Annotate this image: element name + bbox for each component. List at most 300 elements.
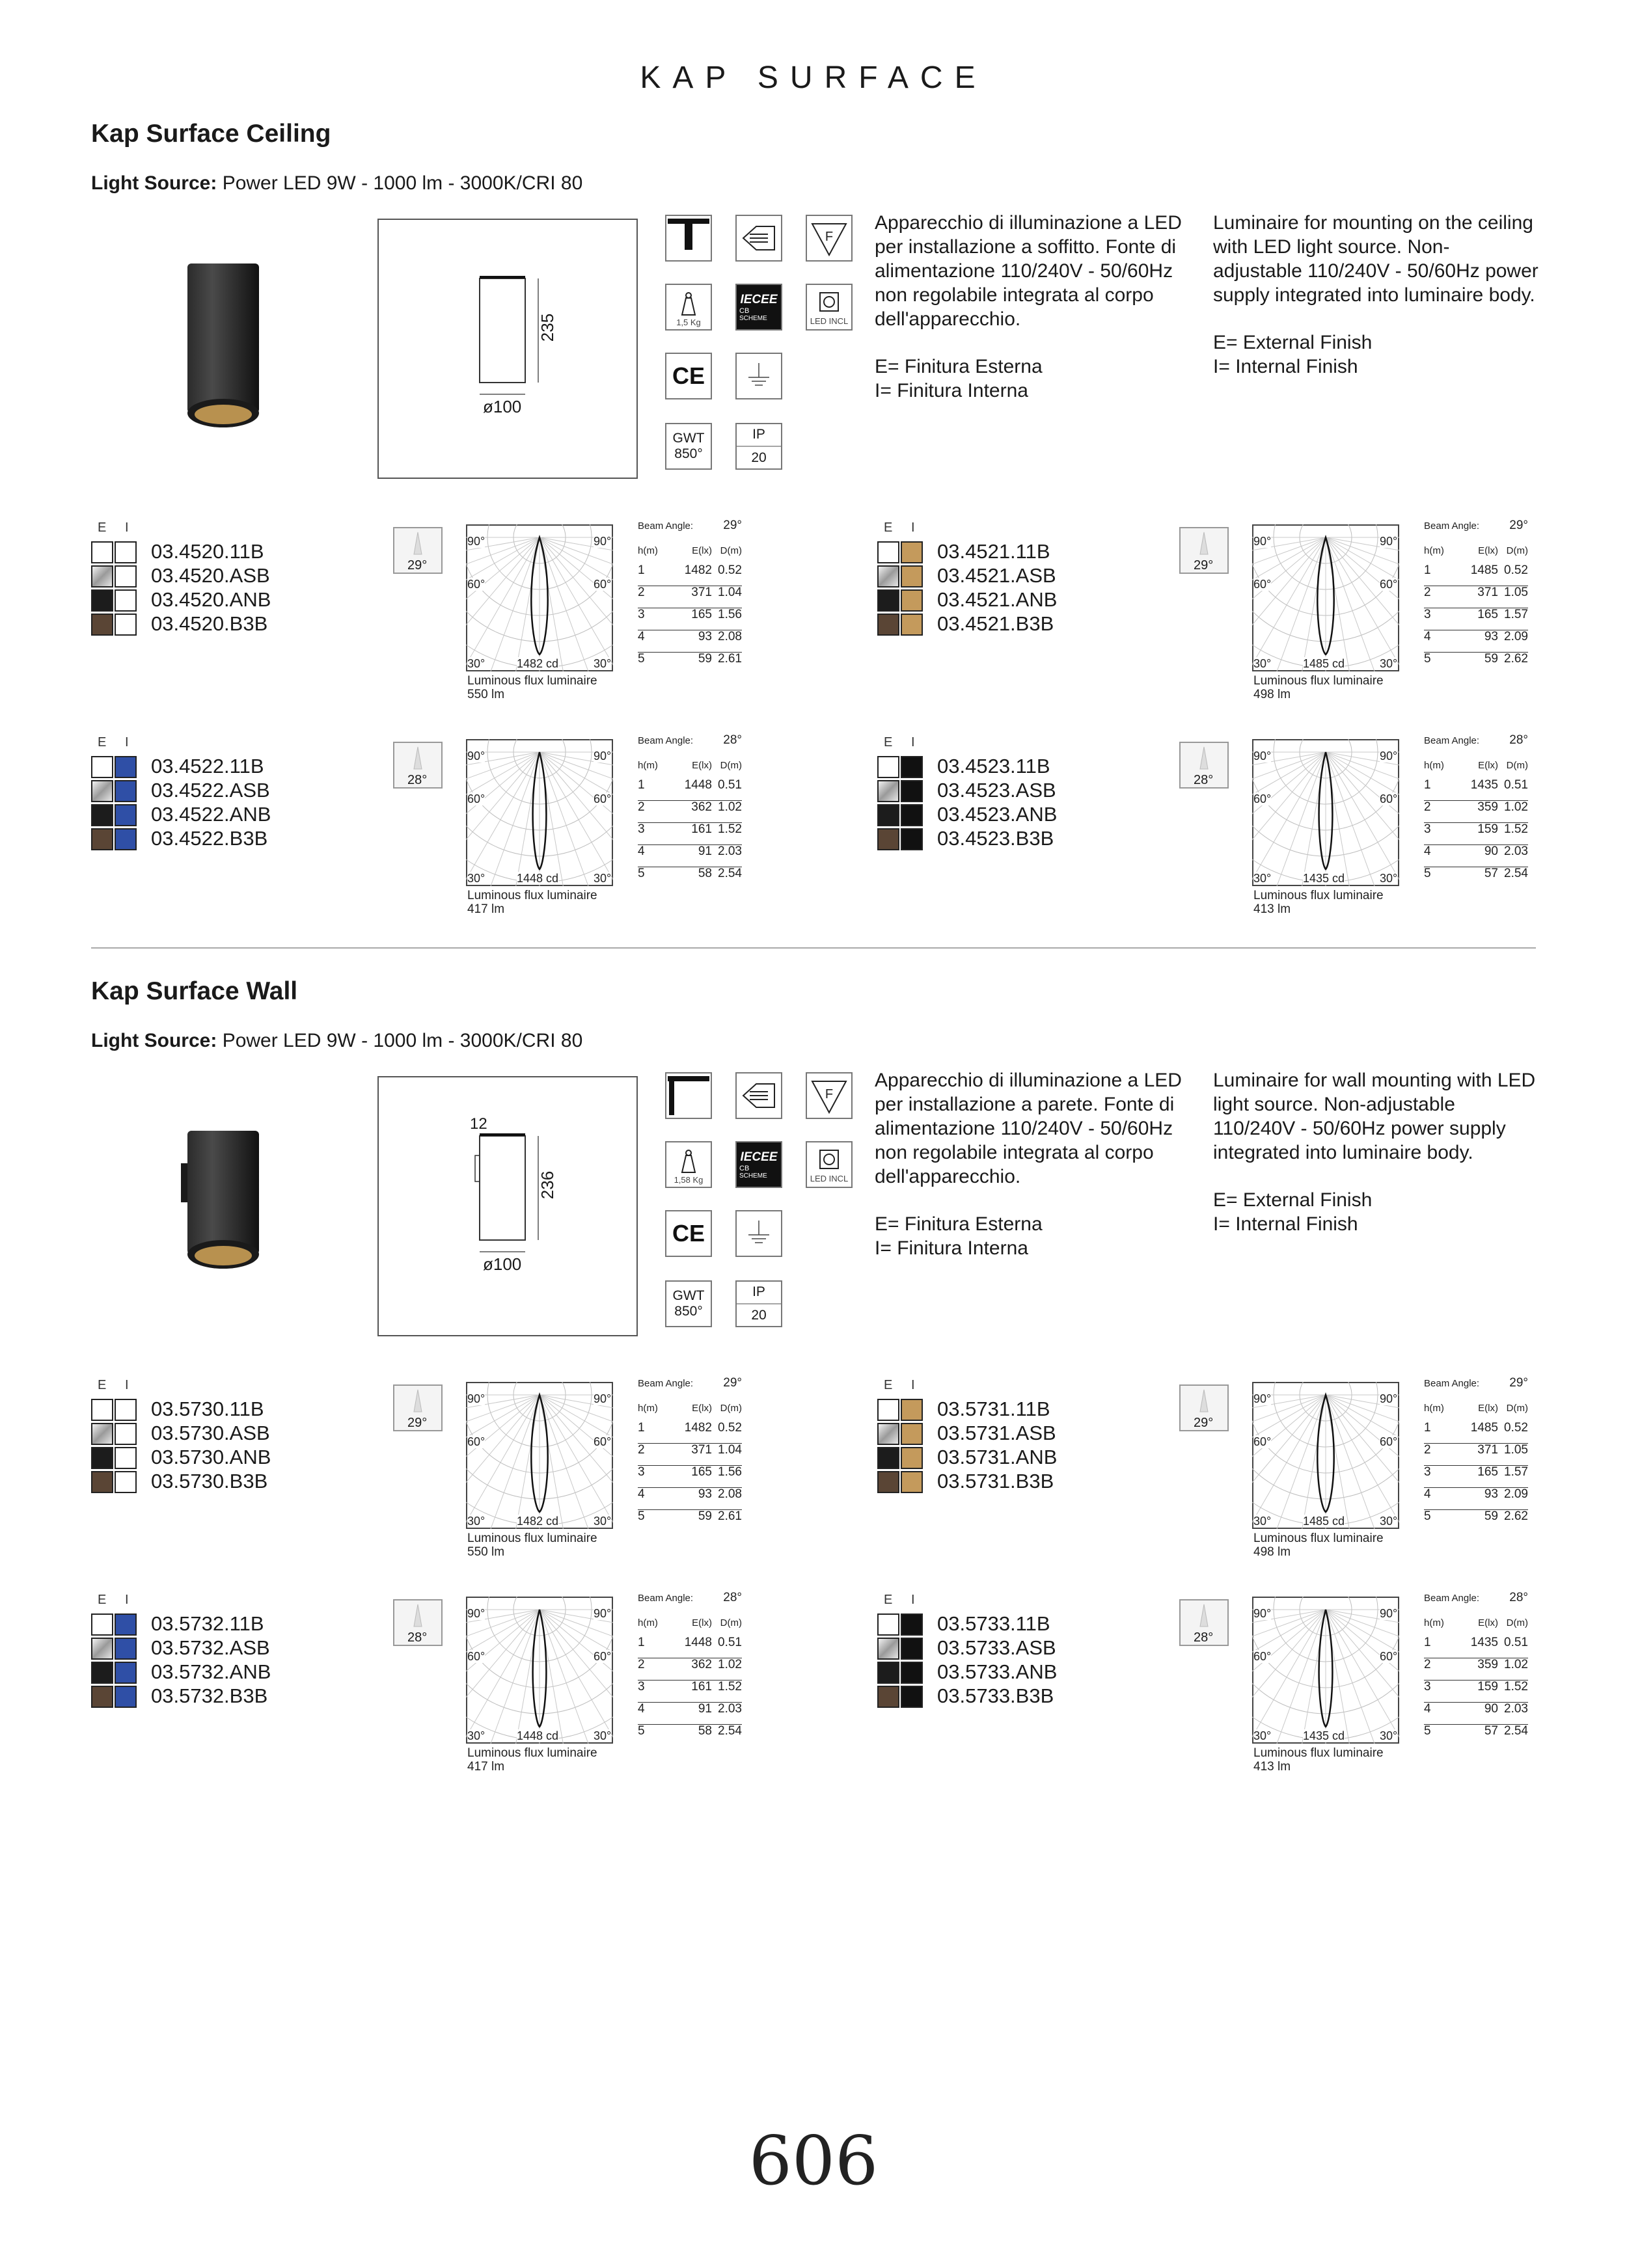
beam-angle-icon <box>1179 1384 1229 1431</box>
svg-text:F: F <box>825 230 834 244</box>
led-incl-icon <box>806 1141 853 1188</box>
inner-finish-swatch <box>115 1471 137 1493</box>
cell-height: 5 <box>638 1509 645 1523</box>
photometric-table <box>1424 520 1528 670</box>
polar-label-60-left: 60° <box>467 1650 485 1663</box>
product-code: 03.5730.11B <box>151 1397 264 1420</box>
outer-finish-swatch <box>877 756 899 778</box>
gwt-icon <box>665 1280 712 1327</box>
track-icon <box>665 1072 712 1119</box>
outer-finish-swatch <box>877 565 899 587</box>
product-code: 03.4520.11B <box>151 540 264 563</box>
beam-angle-label: Beam Angle: <box>638 1378 694 1389</box>
section-heading: Kap Surface Wall <box>91 977 298 1005</box>
ip-value: 20 <box>751 1308 767 1323</box>
header-illuminance: E(lx) <box>1478 1403 1498 1414</box>
cell-diameter: 1.57 <box>1504 608 1528 621</box>
product-code: 03.5732.11B <box>151 1612 264 1635</box>
table-row <box>638 608 742 630</box>
cell-diameter: 0.51 <box>1504 778 1528 792</box>
weight-value: 1,5 Kg <box>676 317 701 327</box>
table-row <box>638 1509 742 1532</box>
inner-finish-swatch <box>115 1686 137 1708</box>
header-height: h(m) <box>638 1617 658 1628</box>
polar-label-60-right: 60° <box>1380 792 1398 805</box>
cell-diameter: 1.04 <box>718 1443 742 1457</box>
luminous-flux <box>467 674 597 701</box>
table-row <box>638 1658 742 1681</box>
luminous-flux-value: 550 lm <box>467 1545 505 1559</box>
outer-finish-swatch <box>877 1471 899 1493</box>
polar-label-60-right: 60° <box>1380 1650 1398 1663</box>
svg-text:CE: CE <box>672 1220 705 1247</box>
cell-height: 4 <box>638 1702 645 1716</box>
polar-label-30-right: 30° <box>594 872 612 885</box>
table-row <box>1424 1509 1528 1532</box>
cell-illuminance: 90 <box>1484 1702 1498 1716</box>
beam-angle-value: 28° <box>1194 1630 1214 1645</box>
cell-diameter: 0.52 <box>718 1421 742 1435</box>
product-code: 03.5730.B3B <box>151 1470 268 1492</box>
cell-height: 1 <box>638 1421 645 1435</box>
external-label: E <box>884 1593 893 1607</box>
inner-finish-swatch <box>901 589 923 612</box>
polar-label-30-left: 30° <box>1253 657 1272 670</box>
product-code: 03.5730.ANB <box>151 1446 271 1468</box>
table-row <box>1424 1724 1528 1746</box>
table-row <box>1424 1487 1528 1510</box>
header-height: h(m) <box>638 1403 658 1414</box>
weight-icon <box>665 1141 712 1188</box>
table-row <box>1424 822 1528 845</box>
polar-label-30-right: 30° <box>1380 1515 1398 1528</box>
beam-angle-table-value: 28° <box>1509 1591 1528 1604</box>
photometric-table <box>1424 735 1528 885</box>
page-number: 606 <box>748 2121 879 2200</box>
cell-illuminance: 93 <box>1484 630 1498 643</box>
polar-label-60-left: 60° <box>1253 792 1272 805</box>
cell-diameter: 2.54 <box>1504 1724 1528 1738</box>
header-height: h(m) <box>638 760 658 771</box>
table-row <box>1424 1443 1528 1466</box>
gwt-label: GWT <box>672 431 705 446</box>
iecee-cb-text: CB <box>739 1165 750 1172</box>
polar-label-30-left: 30° <box>1253 1729 1272 1742</box>
cell-diameter: 0.51 <box>718 1636 742 1649</box>
gwt-temperature: 850° <box>674 446 703 461</box>
table-row <box>638 844 742 867</box>
product-code: 03.4521.11B <box>937 540 1050 563</box>
light-source <box>91 172 582 195</box>
lamp-illustration <box>176 257 280 507</box>
cell-height: 1 <box>638 778 645 792</box>
cell-illuminance: 371 <box>1477 586 1498 599</box>
iecee-text: IECEE <box>740 1150 778 1164</box>
outer-finish-swatch <box>91 1638 113 1660</box>
header-illuminance: E(lx) <box>692 1403 712 1414</box>
product-code: 03.4520.B3B <box>151 612 268 635</box>
table-row <box>1424 1680 1528 1703</box>
cell-height: 4 <box>638 630 645 643</box>
header-diameter: D(m) <box>720 760 742 771</box>
product-variant <box>91 1593 846 1788</box>
polar-label-90-right: 90° <box>594 1607 612 1620</box>
polar-label-60-right: 60° <box>594 578 612 591</box>
polar-label-90-left: 90° <box>1253 749 1272 763</box>
outer-finish-swatch <box>91 565 113 587</box>
peak-intensity: 1482 cd <box>517 1515 559 1528</box>
polar-label-60-left: 60° <box>467 578 485 591</box>
outer-finish-swatch <box>877 541 899 563</box>
inner-finish-swatch <box>115 565 137 587</box>
outer-finish-swatch <box>91 541 113 563</box>
polar-label-90-right: 90° <box>1380 535 1398 548</box>
outer-finish-swatch <box>877 614 899 636</box>
header-diameter: D(m) <box>1506 1617 1528 1628</box>
header-illuminance: E(lx) <box>1478 1617 1498 1628</box>
ip-value: 20 <box>751 450 767 465</box>
product-code: 03.5732.ANB <box>151 1660 271 1683</box>
product-code: 03.4521.ASB <box>937 564 1056 587</box>
cell-illuminance: 359 <box>1477 800 1498 814</box>
internal-label: I <box>125 735 129 749</box>
ce-mark-icon <box>665 353 712 399</box>
led-incl-icon <box>806 284 853 331</box>
beam-angle-label: Beam Angle: <box>1424 735 1480 746</box>
polar-label-30-left: 30° <box>1253 872 1272 885</box>
table-row <box>638 1465 742 1488</box>
peak-intensity: 1435 cd <box>1303 872 1345 885</box>
header-diameter: D(m) <box>1506 760 1528 771</box>
inner-finish-swatch <box>115 756 137 778</box>
product-code: 03.5731.ASB <box>937 1422 1056 1444</box>
inner-finish-swatch <box>115 804 137 826</box>
outer-finish-swatch <box>91 614 113 636</box>
luminous-flux-label: Luminous flux luminaire <box>467 889 597 902</box>
header-illuminance: E(lx) <box>692 760 712 771</box>
cell-height: 2 <box>1424 800 1431 814</box>
polar-label-90-left: 90° <box>467 749 485 763</box>
outer-finish-swatch <box>91 1399 113 1421</box>
earth-class-icon <box>735 353 782 399</box>
peak-intensity: 1448 cd <box>517 872 559 885</box>
product-code: 03.5731.B3B <box>937 1470 1054 1492</box>
luminous-flux-label: Luminous flux luminaire <box>1253 1532 1384 1545</box>
photometric-table <box>1424 1378 1528 1528</box>
cell-height: 2 <box>1424 1658 1431 1671</box>
beam-angle-value: 28° <box>407 1630 428 1645</box>
table-row <box>1424 1636 1528 1658</box>
product-code: 03.5732.ASB <box>151 1636 270 1659</box>
table-row <box>638 1487 742 1510</box>
polar-label-60-right: 60° <box>1380 578 1398 591</box>
polar-label-90-right: 90° <box>594 749 612 763</box>
dimension-height: 235 <box>538 313 558 342</box>
luminous-flux-value: 413 lm <box>1253 902 1291 916</box>
cell-diameter: 2.54 <box>718 1724 742 1738</box>
table-row <box>638 1636 742 1658</box>
outer-finish-swatch <box>91 1686 113 1708</box>
cell-diameter: 1.02 <box>718 800 742 814</box>
beam-angle-value: 29° <box>1194 1416 1214 1430</box>
cell-height: 5 <box>1424 1509 1431 1523</box>
outer-finish-swatch <box>877 780 899 802</box>
cell-height: 5 <box>1424 1724 1431 1738</box>
cell-diameter: 2.54 <box>718 867 742 880</box>
product-code: 03.5730.ASB <box>151 1422 270 1444</box>
cell-illuminance: 57 <box>1484 867 1498 880</box>
outer-finish-swatch <box>877 804 899 826</box>
polar-label-30-left: 30° <box>467 657 485 670</box>
inner-finish-swatch <box>901 614 923 636</box>
cell-illuminance: 1485 <box>1470 1421 1498 1435</box>
cell-diameter: 1.56 <box>718 608 742 621</box>
outer-finish-swatch <box>877 1638 899 1660</box>
outer-finish-swatch <box>877 1447 899 1469</box>
inner-finish-swatch <box>901 1447 923 1469</box>
polar-label-90-right: 90° <box>1380 749 1398 763</box>
cell-height: 3 <box>638 608 645 621</box>
cell-height: 3 <box>1424 1680 1431 1694</box>
peak-intensity: 1435 cd <box>1303 1729 1345 1742</box>
cell-illuminance: 59 <box>698 652 712 666</box>
description-italian <box>875 1068 1200 1260</box>
product-code: 03.5731.11B <box>937 1397 1050 1420</box>
cell-illuminance: 159 <box>1477 822 1498 836</box>
inner-finish-swatch <box>115 541 137 563</box>
header-height: h(m) <box>1424 1617 1444 1628</box>
energy-class-icon <box>735 215 782 262</box>
cell-height: 2 <box>638 586 645 599</box>
cell-illuminance: 362 <box>691 800 712 814</box>
photometric-table <box>638 520 742 670</box>
header-diameter: D(m) <box>720 1403 742 1414</box>
lamp-illustration <box>176 1124 280 1375</box>
table-row <box>1424 652 1528 674</box>
beam-angle-value: 28° <box>1194 773 1214 787</box>
section-heading: Kap Surface Ceiling <box>91 120 331 148</box>
light-source-label: Light Source: <box>91 1030 217 1051</box>
luminous-flux-value: 417 lm <box>467 902 505 916</box>
beam-angle-icon <box>1179 1599 1229 1646</box>
table-row <box>638 1680 742 1703</box>
cell-illuminance: 93 <box>698 630 712 643</box>
dimension-diameter: ø100 <box>483 1254 522 1274</box>
inner-finish-swatch <box>115 614 137 636</box>
cell-illuminance: 359 <box>1477 1658 1498 1671</box>
product-code: 03.4522.ANB <box>151 803 271 826</box>
luminous-flux-label: Luminous flux luminaire <box>1253 674 1384 688</box>
ip-rating-icon <box>735 1280 782 1327</box>
luminous-flux-label: Luminous flux luminaire <box>467 1746 597 1760</box>
peak-intensity: 1482 cd <box>517 657 559 670</box>
polar-label-60-right: 60° <box>594 1650 612 1663</box>
luminous-flux-value: 413 lm <box>1253 1760 1291 1774</box>
luminous-flux-label: Luminous flux luminaire <box>1253 889 1384 902</box>
polar-label-90-left: 90° <box>467 1392 485 1405</box>
dimension-drawing <box>377 1076 638 1336</box>
inner-finish-swatch <box>115 1399 137 1421</box>
cell-height: 1 <box>638 563 645 577</box>
description-text-en: Luminaire for wall mounting with LED light source. Non-adjustable 110/240V - 50/60Hz power supply integrated into luminaire body. <box>1213 1070 1536 1163</box>
polar-label-30-left: 30° <box>467 1729 485 1742</box>
inner-finish-swatch <box>115 828 137 850</box>
inner-finish-swatch <box>901 804 923 826</box>
table-row <box>638 778 742 801</box>
luminous-flux <box>467 889 597 916</box>
ce-mark-icon <box>665 1210 712 1257</box>
outer-finish-swatch <box>91 780 113 802</box>
cell-illuminance: 1485 <box>1470 563 1498 577</box>
cell-illuminance: 165 <box>691 608 712 621</box>
cell-diameter: 2.03 <box>718 1702 742 1716</box>
polar-label-30-right: 30° <box>594 1515 612 1528</box>
table-row <box>638 1724 742 1746</box>
outer-finish-swatch <box>91 1662 113 1684</box>
cell-height: 1 <box>638 1636 645 1649</box>
luminous-flux <box>467 1746 597 1774</box>
cell-illuminance: 90 <box>1484 844 1498 858</box>
product-code: 03.5733.B3B <box>937 1684 1054 1707</box>
inner-finish-swatch <box>115 1423 137 1445</box>
header-diameter: D(m) <box>1506 1403 1528 1414</box>
photometric-table <box>638 1593 742 1742</box>
product-code: 03.5731.ANB <box>937 1446 1058 1468</box>
cell-diameter: 2.61 <box>718 652 742 666</box>
finish-external-it: E= Finitura Esterna <box>875 1213 1043 1235</box>
cell-height: 5 <box>638 1724 645 1738</box>
polar-diagram <box>1252 739 1399 886</box>
cell-height: 5 <box>638 867 645 880</box>
luminous-flux <box>1253 889 1384 916</box>
cell-diameter: 2.03 <box>1504 1702 1528 1716</box>
cell-diameter: 1.02 <box>1504 800 1528 814</box>
table-header <box>1424 545 1528 560</box>
polar-diagram <box>466 739 613 886</box>
cell-illuminance: 159 <box>1477 1680 1498 1694</box>
cell-diameter: 0.52 <box>1504 1421 1528 1435</box>
cell-height: 2 <box>638 1658 645 1671</box>
beam-angle-label: Beam Angle: <box>638 735 694 746</box>
inner-finish-swatch <box>115 780 137 802</box>
beam-angle-table-value: 28° <box>1509 733 1528 747</box>
peak-intensity: 1448 cd <box>517 1729 559 1742</box>
cell-illuminance: 93 <box>1484 1487 1498 1501</box>
ip-label: IP <box>752 1284 765 1299</box>
cell-height: 3 <box>1424 608 1431 621</box>
external-label: E <box>884 1378 893 1392</box>
cell-diameter: 1.56 <box>718 1465 742 1479</box>
cell-height: 2 <box>638 1443 645 1457</box>
polar-diagram <box>466 524 613 671</box>
polar-label-30-right: 30° <box>1380 872 1398 885</box>
finish-external-it: E= Finitura Esterna <box>875 356 1043 377</box>
weight-value: 1,58 Kg <box>674 1175 704 1185</box>
cell-diameter: 1.52 <box>1504 822 1528 836</box>
cell-height: 5 <box>1424 652 1431 666</box>
polar-label-30-right: 30° <box>594 657 612 670</box>
cell-illuminance: 58 <box>698 1724 712 1738</box>
earth-class-icon <box>735 1210 782 1257</box>
cell-illuminance: 362 <box>691 1658 712 1671</box>
table-row <box>1424 630 1528 653</box>
inner-finish-swatch <box>901 1471 923 1493</box>
external-label: E <box>98 1593 107 1607</box>
table-row <box>638 800 742 823</box>
beam-angle-icon <box>393 527 443 574</box>
product-variant <box>877 520 1627 716</box>
photometric-table <box>638 1378 742 1528</box>
inner-finish-swatch <box>901 1613 923 1636</box>
product-section <box>0 929 1627 1788</box>
cell-illuminance: 59 <box>1484 652 1498 666</box>
polar-label-90-right: 90° <box>594 1392 612 1405</box>
track-icon <box>665 215 712 262</box>
cell-height: 1 <box>1424 563 1431 577</box>
cell-diameter: 1.05 <box>1504 586 1528 599</box>
peak-intensity: 1485 cd <box>1303 1515 1345 1528</box>
product-code: 03.4520.ANB <box>151 588 271 611</box>
cell-diameter: 0.52 <box>1504 563 1528 577</box>
external-label: E <box>98 735 107 749</box>
polar-diagram <box>466 1597 613 1744</box>
cell-height: 4 <box>638 1487 645 1501</box>
photometric-table <box>638 735 742 885</box>
table-header <box>638 545 742 560</box>
table-header <box>1424 760 1528 774</box>
cell-diameter: 2.03 <box>718 844 742 858</box>
polar-label-60-right: 60° <box>594 792 612 805</box>
product-code: 03.4523.ASB <box>937 779 1056 802</box>
light-source-value: Power LED 9W - 1000 lm - 3000K/CRI 80 <box>222 1030 583 1051</box>
cell-illuminance: 58 <box>698 867 712 880</box>
table-row <box>638 652 742 674</box>
led-incl-label: LED INCL <box>810 316 849 326</box>
external-label: E <box>98 1378 107 1392</box>
section-divider <box>91 947 1536 949</box>
product-variant <box>91 735 846 930</box>
cell-diameter: 2.09 <box>1504 1487 1528 1501</box>
table-row <box>1424 800 1528 823</box>
external-label: E <box>884 520 893 535</box>
luminous-flux-label: Luminous flux luminaire <box>467 1532 597 1545</box>
external-label: E <box>884 735 893 749</box>
luminous-flux-value: 498 lm <box>1253 1545 1291 1559</box>
gwt-icon <box>665 423 712 470</box>
beam-angle-label: Beam Angle: <box>638 1593 694 1604</box>
cell-illuminance: 91 <box>698 1702 712 1716</box>
description-text-en: Luminaire for mounting on the ceiling with LED light source. Non-adjustable 110/240V - 50/60Hz power supply integrated into luminaire body. <box>1213 212 1538 306</box>
cell-height: 4 <box>638 844 645 858</box>
cell-height: 4 <box>1424 630 1431 643</box>
header-height: h(m) <box>1424 545 1444 556</box>
iecee-cb-text: CB <box>739 307 750 315</box>
cell-diameter: 1.52 <box>1504 1680 1528 1694</box>
polar-label-60-left: 60° <box>1253 578 1272 591</box>
outer-finish-swatch <box>877 1613 899 1636</box>
description-text-it: Apparecchio di illuminazione a LED per installazione a soffitto. Fonte di alimentazione 110/240V - 50/60Hz non regolabile integrata al corpo dell'apparecchio. <box>875 212 1182 330</box>
cell-illuminance: 165 <box>691 1465 712 1479</box>
outer-finish-swatch <box>877 1423 899 1445</box>
table-header <box>638 1617 742 1632</box>
inner-finish-swatch <box>901 780 923 802</box>
outer-finish-swatch <box>91 756 113 778</box>
cell-height: 2 <box>1424 1443 1431 1457</box>
finish-internal-it: I= Finitura Interna <box>875 380 1028 401</box>
description-english <box>1213 1068 1538 1236</box>
cell-illuminance: 371 <box>1477 1443 1498 1457</box>
finish-external-en: E= External Finish <box>1213 1189 1373 1211</box>
